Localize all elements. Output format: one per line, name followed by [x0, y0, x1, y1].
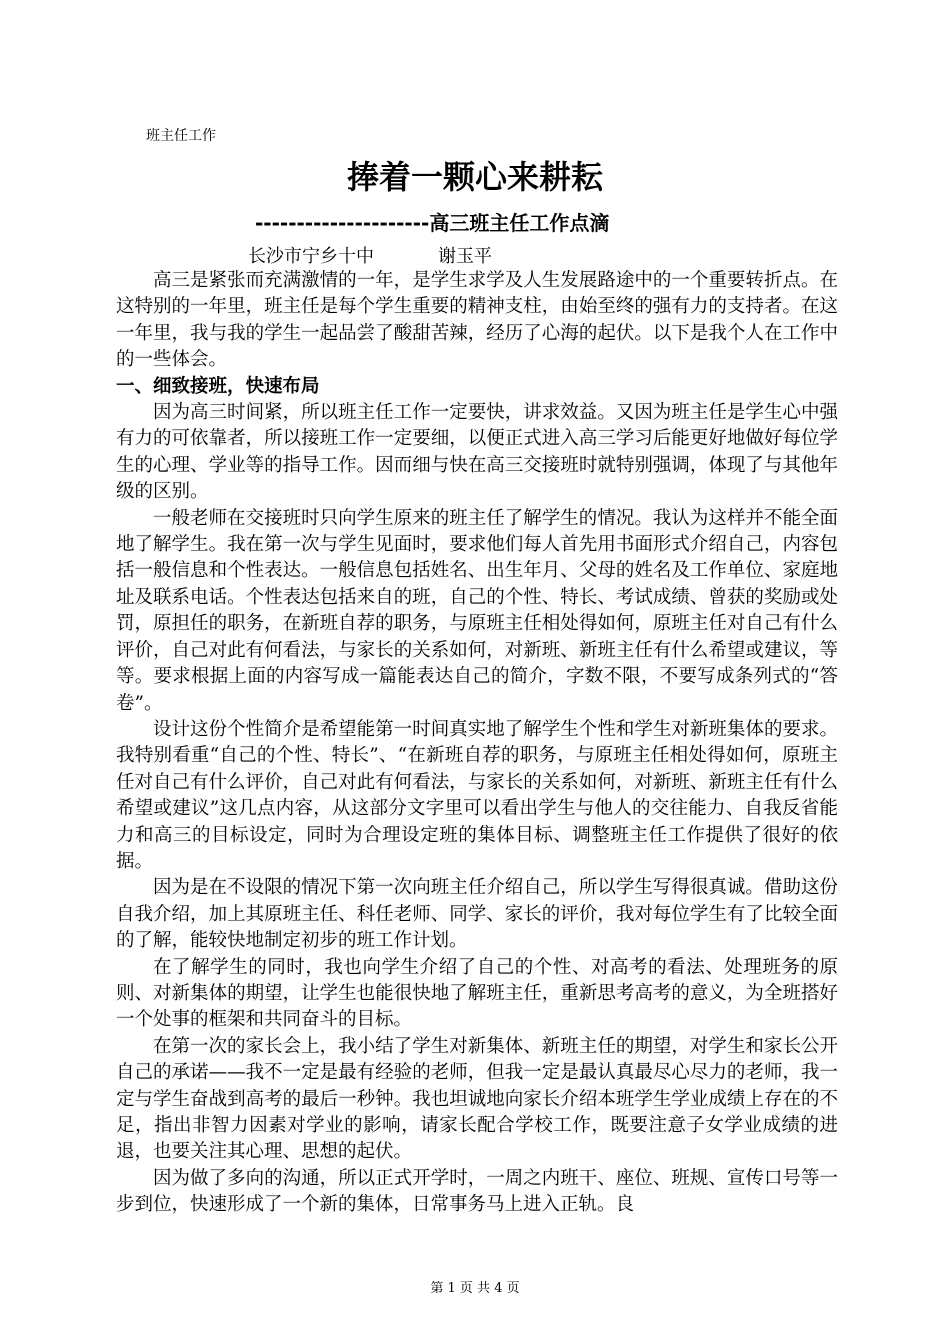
body-paragraph: 一般老师在交接班时只向学生原来的班主任了解学生的情况。我认为这样并不能全面地了解学生。我在第一次与学生见面时，要求他们每人首先用书面形式介绍自己，内容包括一般信息和个性表达。一般信息包括姓名、出生年月、父母的姓名及工作单位、家庭地址及联系电话。个性表达包括来自的班，自己的个性、特长、考试成绩、曾获的奖励或处罚，原担任的职务，在新班自荐的职务，与原班主任相处得如何，原班主任对自己有什么评价，自己对此有何看法，与家长的关系如何，对新班、新班主任有什么希望或建议，等等。要求根据上面的内容写成一篇能表达自己的简介，字数不限，不要写成条列式的“答卷”。 — [116, 507, 838, 714]
author-school: 长沙市宁乡十中 — [248, 246, 374, 267]
author-line — [248, 244, 492, 270]
intro-paragraph: 高三是紧张而充满激情的一年，是学生求学及人生发展路途中的一个重要转折点。在这特别的一年里，班主任是每个学生重要的精神支柱，由始至终的强有力的支持者。在这一年里，我与我的学生一起品尝了酸甜苦辣，经历了心海的起伏。以下是我个人在工作中的一些体会。 — [116, 270, 838, 371]
author-name: 谢玉平 — [438, 246, 492, 267]
running-header: 班主任工作 — [146, 128, 216, 144]
body-paragraph: 在了解学生的同时，我也向学生介绍了自己的个性、对高考的看法、处理班务的原则、对新集体的期望，让学生也能很快地了解班主任，重新思考高考的意义，为全班搭好一个处事的框架和共同奋斗的目标。 — [116, 956, 838, 1031]
body-paragraph: 因为高三时间紧，所以班主任工作一定要快，讲求效益。又因为班主任是学生心中强有力的可依靠者，所以接班工作一定要细，以便正式进入高三学习后能更好地做好每位学生的心理、学业等的指导工作。因而细与快在高三交接班时就特别强调，体现了与其他年级的区别。 — [116, 402, 838, 503]
body-paragraph: 因为是在不设限的情况下第一次向班主任介绍自己，所以学生写得很真诚。借助这份自我介绍，加上其原班主任、科任老师、同学、家长的评价，我对每位学生有了比较全面的了解，能较快地制定初步的班工作计划。 — [116, 877, 838, 952]
body-paragraph: 在第一次的家长会上，我小结了学生对新集体、新班主任的期望，对学生和家长公开自己的承诺——我不一定是最有经验的老师，但我一定是最认真最尽心尽力的老师，我一定与学生奋战到高考的最后一秒钟。我也坦诚地向家长介绍本班学生学业成绩上存在的不足，指出非智力因素对学业的影响，请家长配合学校工作，既要注意子女学业成绩的进退，也要关注其心理、思想的起伏。 — [116, 1035, 838, 1163]
document-title: 捧着一颗心来耕耘 — [346, 158, 603, 196]
page-footer: 第 1 页 共 4 页 — [430, 1281, 520, 1296]
document-subtitle: ---------------------高三班主任工作点滴 — [255, 211, 610, 235]
section-heading: 一、细致接班，快速布局 — [116, 375, 320, 397]
document-body — [116, 268, 838, 1219]
body-paragraph: 因为做了多向的沟通，所以正式开学时，一周之内班干、座位、班规、宣传口号等一步到位，快速形成了一个新的集体，日常事务马上进入正轨。良 — [116, 1167, 838, 1216]
body-paragraph: 设计这份个性简介是希望能第一时间真实地了解学生个性和学生对新班集体的要求。我特别看重“自己的个性、特长”、“在新班自荐的职务，与原班主任相处得如何，原班主任对自己有什么评价，自己对此有何看法，与家长的关系如何，对新班、新班主任有什么希望或建议”这几点内容，从这部分文字里可以看出学生与他人的交往能力、自我反省能力和高三的目标设定，同时为合理设定班的集体目标、调整班主任工作提供了很好的依据。 — [116, 718, 838, 872]
